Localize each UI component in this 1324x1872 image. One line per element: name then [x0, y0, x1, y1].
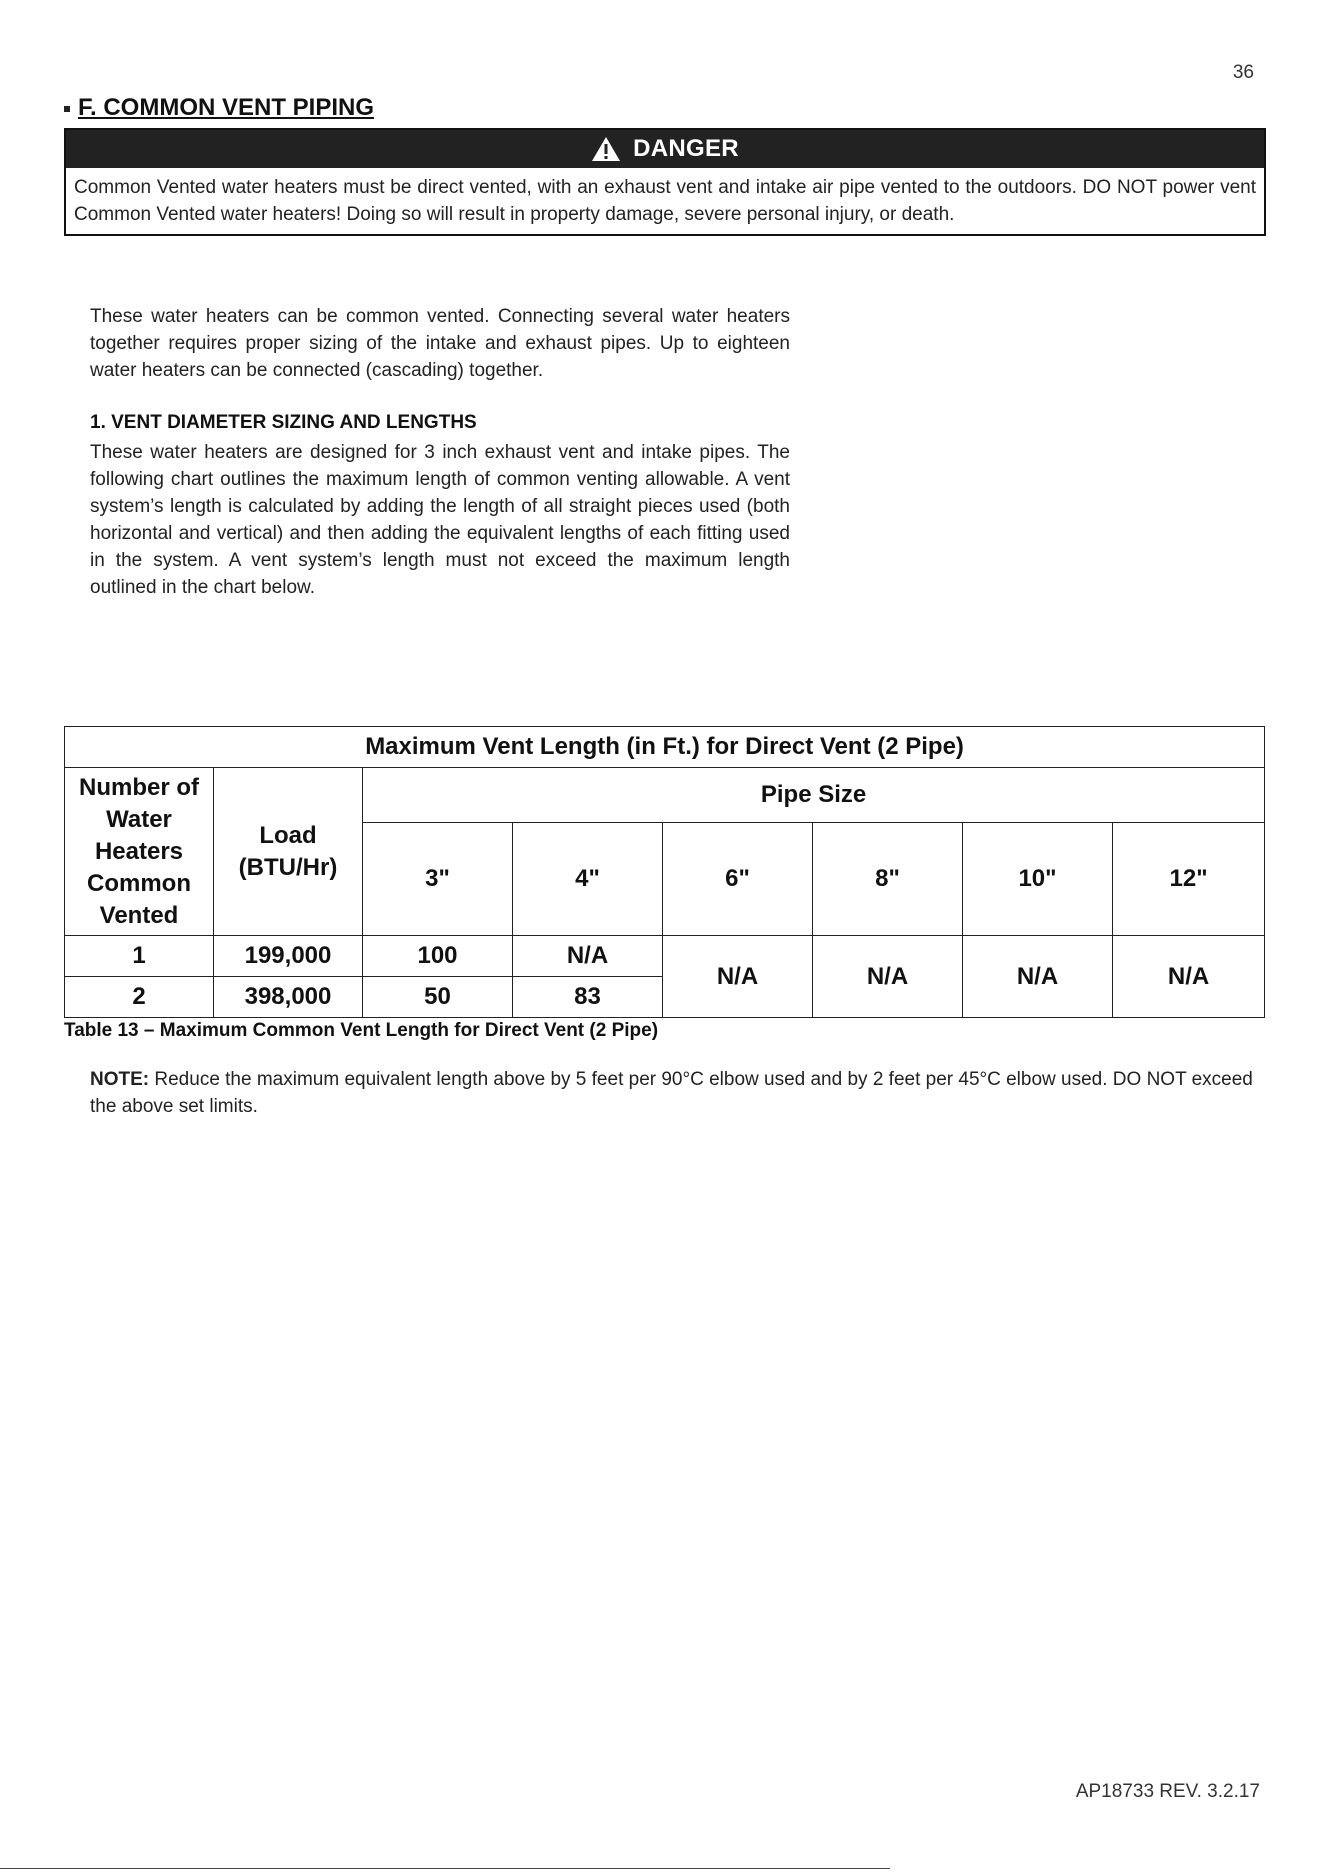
- danger-box: [64, 128, 1266, 236]
- pipe-size-3: 3": [363, 823, 513, 936]
- row-1-pipe-4: N/A: [513, 936, 663, 977]
- row-2-load: 398,000: [214, 977, 363, 1018]
- section-heading: [64, 94, 374, 122]
- note-label: NOTE:: [90, 1069, 150, 1090]
- row-2-pipe-3: 50: [363, 977, 513, 1018]
- row-1-pipe-3: 100: [363, 936, 513, 977]
- danger-text: Common Vented water heaters must be direct vented, with an exhaust vent and intake air pipe vented to the outdoors. DO NOT power vent Common Vented water heaters! Doing so will result in property damage, severe personal injury, or death.: [74, 177, 1256, 225]
- row-2-pipe-4: 83: [513, 977, 663, 1018]
- pipe-6-value: N/A: [663, 936, 813, 1018]
- pipe-8-value: N/A: [813, 936, 963, 1018]
- warning-triangle-icon: [591, 136, 621, 162]
- bullet-icon: [64, 106, 70, 112]
- page-number: 36: [1232, 62, 1254, 83]
- pipe-size-8: 8": [813, 823, 963, 936]
- pipe-size-10: 10": [963, 823, 1113, 936]
- row-1-load: 199,000: [214, 936, 363, 977]
- pipe-12-value: N/A: [1113, 936, 1265, 1018]
- note-text: Reduce the maximum equivalent length above by 5 feet per 90°C elbow used and by 2 feet per 45°C elbow used. DO NOT exceed the above set limits.: [90, 1069, 1253, 1117]
- header-load: Load (BTU/Hr): [214, 768, 363, 936]
- danger-header: [66, 130, 1264, 168]
- note-paragraph: [90, 1066, 1265, 1120]
- footer-divider: [0, 1868, 890, 1869]
- document-revision: AP18733 REV. 3.2.17: [1075, 1781, 1260, 1802]
- section-heading-text: F. COMMON VENT PIPING: [78, 94, 375, 121]
- pipe-size-4: 4": [513, 823, 663, 936]
- pipe-size-12: 12": [1113, 823, 1265, 936]
- vent-length-table: [64, 726, 1265, 1018]
- header-number-of-heaters: Number of Water Heaters Common Vented: [65, 768, 214, 936]
- vent-sizing-paragraph: These water heaters are designed for 3 inch exhaust vent and intake pipes. The following chart outlines the maximum length of common venting allowable. A vent system’s length is calculated by adding the length of all straight pieces used (both horizontal and vertical) and then adding the equivalent lengths of each fitting used in the system. A vent system’s length must not exceed the maximum length outlined in the chart below.: [90, 442, 790, 598]
- pipe-10-value: N/A: [963, 936, 1113, 1018]
- row-1-number: 1: [65, 936, 214, 977]
- vent-sizing-heading: 1. VENT DIAMETER SIZING AND LENGTHS: [90, 412, 477, 433]
- table-caption: Table 13 – Maximum Common Vent Length for Direct Vent (2 Pipe): [64, 1020, 659, 1041]
- table-row: [65, 936, 1265, 977]
- row-2-number: 2: [65, 977, 214, 1018]
- danger-label: DANGER: [633, 135, 739, 162]
- table-title: Maximum Vent Length (in Ft.) for Direct Vent (2 Pipe): [65, 727, 1265, 768]
- pipe-size-6: 6": [663, 823, 813, 936]
- intro-paragraph: These water heaters can be common vented. Connecting several water heaters together requires proper sizing of the intake and exhaust pipes. Up to eighteen water heaters can be connected (cascading) together.: [90, 306, 790, 381]
- header-pipe-size: Pipe Size: [363, 768, 1265, 823]
